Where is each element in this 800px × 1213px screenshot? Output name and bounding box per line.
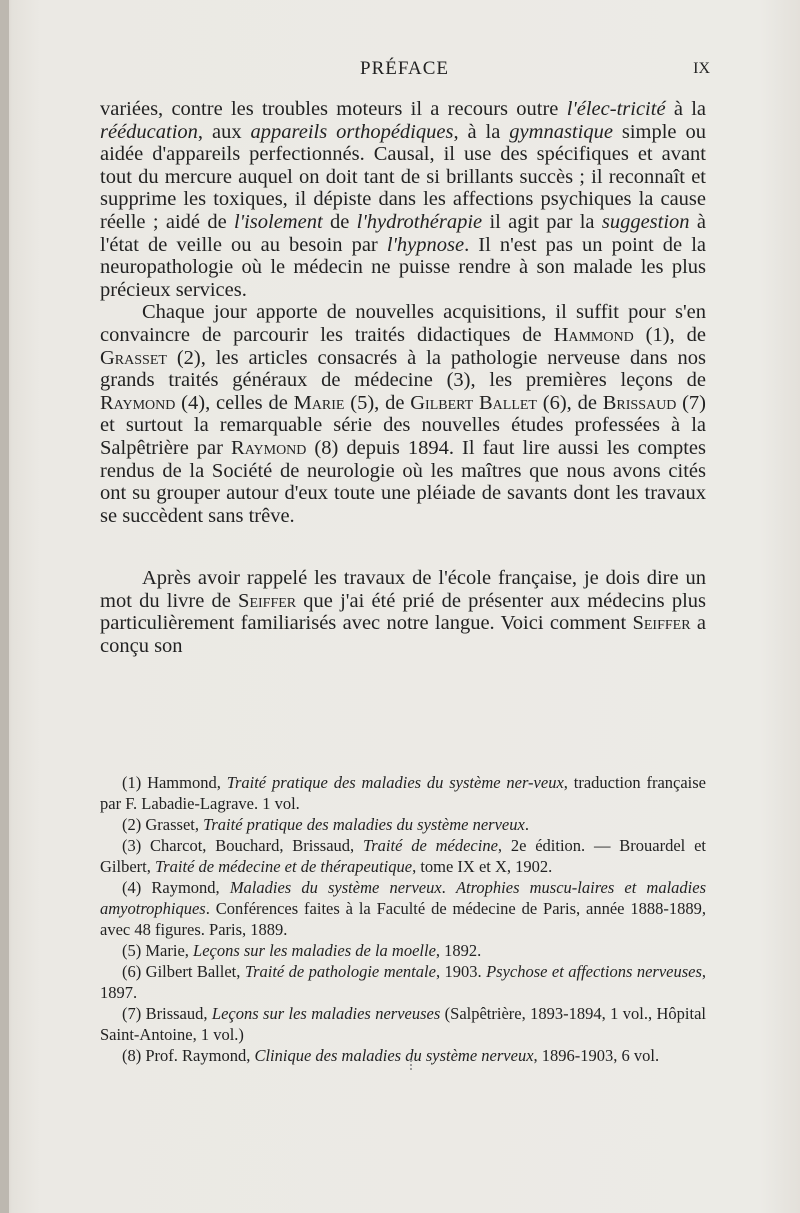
text-run: Chaque jour apporte de nouvelles acquisitions, il suffit pour s'en convaincre de parcourir les traités didactiques de [100, 301, 706, 346]
emphasis: rééducation [100, 120, 198, 143]
note-title: Maladies du système nerveux [229, 878, 442, 897]
text-run: (7) et surtout la remarquable série des nouvelles études professées à la Salpêtrière par [100, 391, 707, 459]
emphasis: l'isolement [234, 210, 323, 233]
note-text: (6) Gilbert Ballet, [122, 962, 245, 981]
note-title: Traité de pathologie mentale [244, 962, 436, 981]
note-text: (2) Grasset, [122, 815, 204, 834]
text-run: . Il n'est pas un point de la neuropathologie où le médecin ne puisse rendre à son malade les plus précieux services. [100, 233, 706, 301]
note-text: (7) Brissaud, [122, 1004, 212, 1023]
note-text: , traduction française par F. Labadie-Lagrave. 1 vol. [100, 773, 706, 813]
note-title: Traité de médecine [362, 836, 498, 855]
author-name: Hammond [553, 323, 634, 346]
note-text: . [441, 878, 456, 897]
note-text: , 1903. [435, 962, 487, 981]
footnote-1 [100, 772, 706, 814]
footnote-7 [100, 1003, 706, 1045]
note-title: Traité pratique des maladies du système ner-veux [226, 773, 564, 792]
footnote-4 [100, 877, 706, 940]
footnote-6 [100, 961, 706, 1003]
note-text: (8) Prof. Raymond, [122, 1046, 255, 1065]
emphasis: suggestion [601, 210, 690, 233]
text-run: a conçu son [100, 612, 706, 658]
note-text: , 1897. [100, 962, 707, 1002]
note-text: (Salpêtrière, 1893-1894, 1 vol., Hôpital Saint-Antoine, 1 vol.) [100, 1004, 706, 1044]
note-text: (5) Marie, [122, 941, 194, 960]
text-run: , à la [453, 120, 510, 143]
paragraph-1 [100, 98, 706, 301]
author-name: Raymond [100, 391, 176, 414]
text-run: , aux [197, 120, 251, 143]
text-run: de [322, 210, 357, 233]
emphasis: gymnastique [509, 120, 613, 143]
author-name: Marie [293, 391, 345, 414]
note-text: (3) Charcot, Bouchard, Brissaud, [122, 836, 363, 855]
text-run: (1), de [633, 323, 706, 346]
text-run: (4), celles de [175, 391, 294, 414]
author-name: Seiffer [238, 589, 297, 612]
footnote-2 [100, 814, 706, 835]
author-name: Gilbert Ballet [410, 391, 537, 414]
page-header [100, 58, 710, 84]
text-run: (5), de [344, 391, 411, 414]
print-speck [410, 1060, 415, 1070]
text-run: (6), de [536, 391, 603, 414]
emphasis: l'hydrothérapie [356, 210, 483, 233]
note-text: , tome IX et X, 1902. [412, 857, 553, 876]
note-text: , 2e édition. — Brouardel et Gilbert, [100, 836, 706, 876]
author-name: Grasset [100, 346, 167, 369]
note-text: . [524, 815, 529, 834]
footnotes [100, 772, 706, 1066]
note-title: Leçons sur les maladies de la moelle [193, 941, 436, 960]
author-name: Brissaud [602, 391, 677, 414]
note-title: Traité pratique des maladies du système nerveux [203, 815, 525, 834]
text-run: simple ou aidée d'appareils perfectionnés. Causal, il use des spécifiques et avant tout du mercure auquel on doit tant de si brillants succès ; il reconnaît et supprime les toxiques, il dépiste dans les affections psychiques la cause réelle ; aidé de [100, 120, 706, 233]
note-title: Traité de médecine et de thérapeutique [155, 857, 413, 876]
footnote-5 [100, 940, 706, 961]
note-title: Leçons sur les maladies nerveuses [211, 1004, 441, 1023]
note-text: . Conférences faites à la Faculté de médecine de Paris, année 1888-1889, avec 48 figures. Paris, 1889. [100, 899, 706, 939]
text-run: que j'ai été prié de présenter aux médecins plus particulièrement familiarisés avec notre langue. Voici comment [100, 589, 706, 635]
body-text [100, 98, 706, 658]
emphasis: l'élec-tricité [566, 98, 666, 120]
note-title: Clinique des maladies du système nerveux [254, 1046, 534, 1065]
note-text: , 1896-1903, 6 vol. [533, 1046, 660, 1065]
note-text: , 1892. [435, 941, 482, 960]
text-run: à la [665, 98, 706, 120]
paragraph-3 [100, 567, 706, 657]
author-name: Raymond [231, 436, 307, 459]
emphasis: l'hypnose [386, 233, 465, 256]
text-run: Après avoir rappelé les travaux de l'école française, je dois dire un mot du livre de [100, 567, 706, 612]
note-title: Psychose et affections nerveuses [486, 962, 702, 981]
note-text: (1) Hammond, [122, 773, 227, 792]
text-run: à l'état de veille ou au besoin par [100, 210, 706, 256]
note-title: Atrophies muscu-laires et maladies amyotrophiques [100, 878, 707, 918]
note-text: (4) Raymond, [122, 878, 230, 897]
running-title: PRÉFACE [360, 58, 450, 79]
page-number: IX [693, 60, 710, 77]
text-run: il agit par la [482, 210, 602, 233]
footnote-3 [100, 835, 706, 877]
text-run: (8) depuis 1894. Il faut lire aussi les comptes rendus de la Société de neurologie où les maîtres que nous avons cités ont su grouper autour d'eux toute une pléiade de savants dont les travaux se succèdent sans trêve. [100, 436, 706, 527]
author-name: Seiffer [632, 612, 691, 635]
text-run: (2), les articles consacrés à la pathologie nerveuse dans nos grands traités généraux de médecine (3), les premières leçons de [100, 346, 706, 392]
paragraph-2 [100, 301, 706, 527]
page-spine-edge [0, 0, 9, 1213]
emphasis: appareils orthopédiques [250, 120, 454, 143]
text-run: variées, contre les troubles moteurs il a recours outre [100, 98, 567, 120]
footnote-8 [100, 1045, 706, 1066]
